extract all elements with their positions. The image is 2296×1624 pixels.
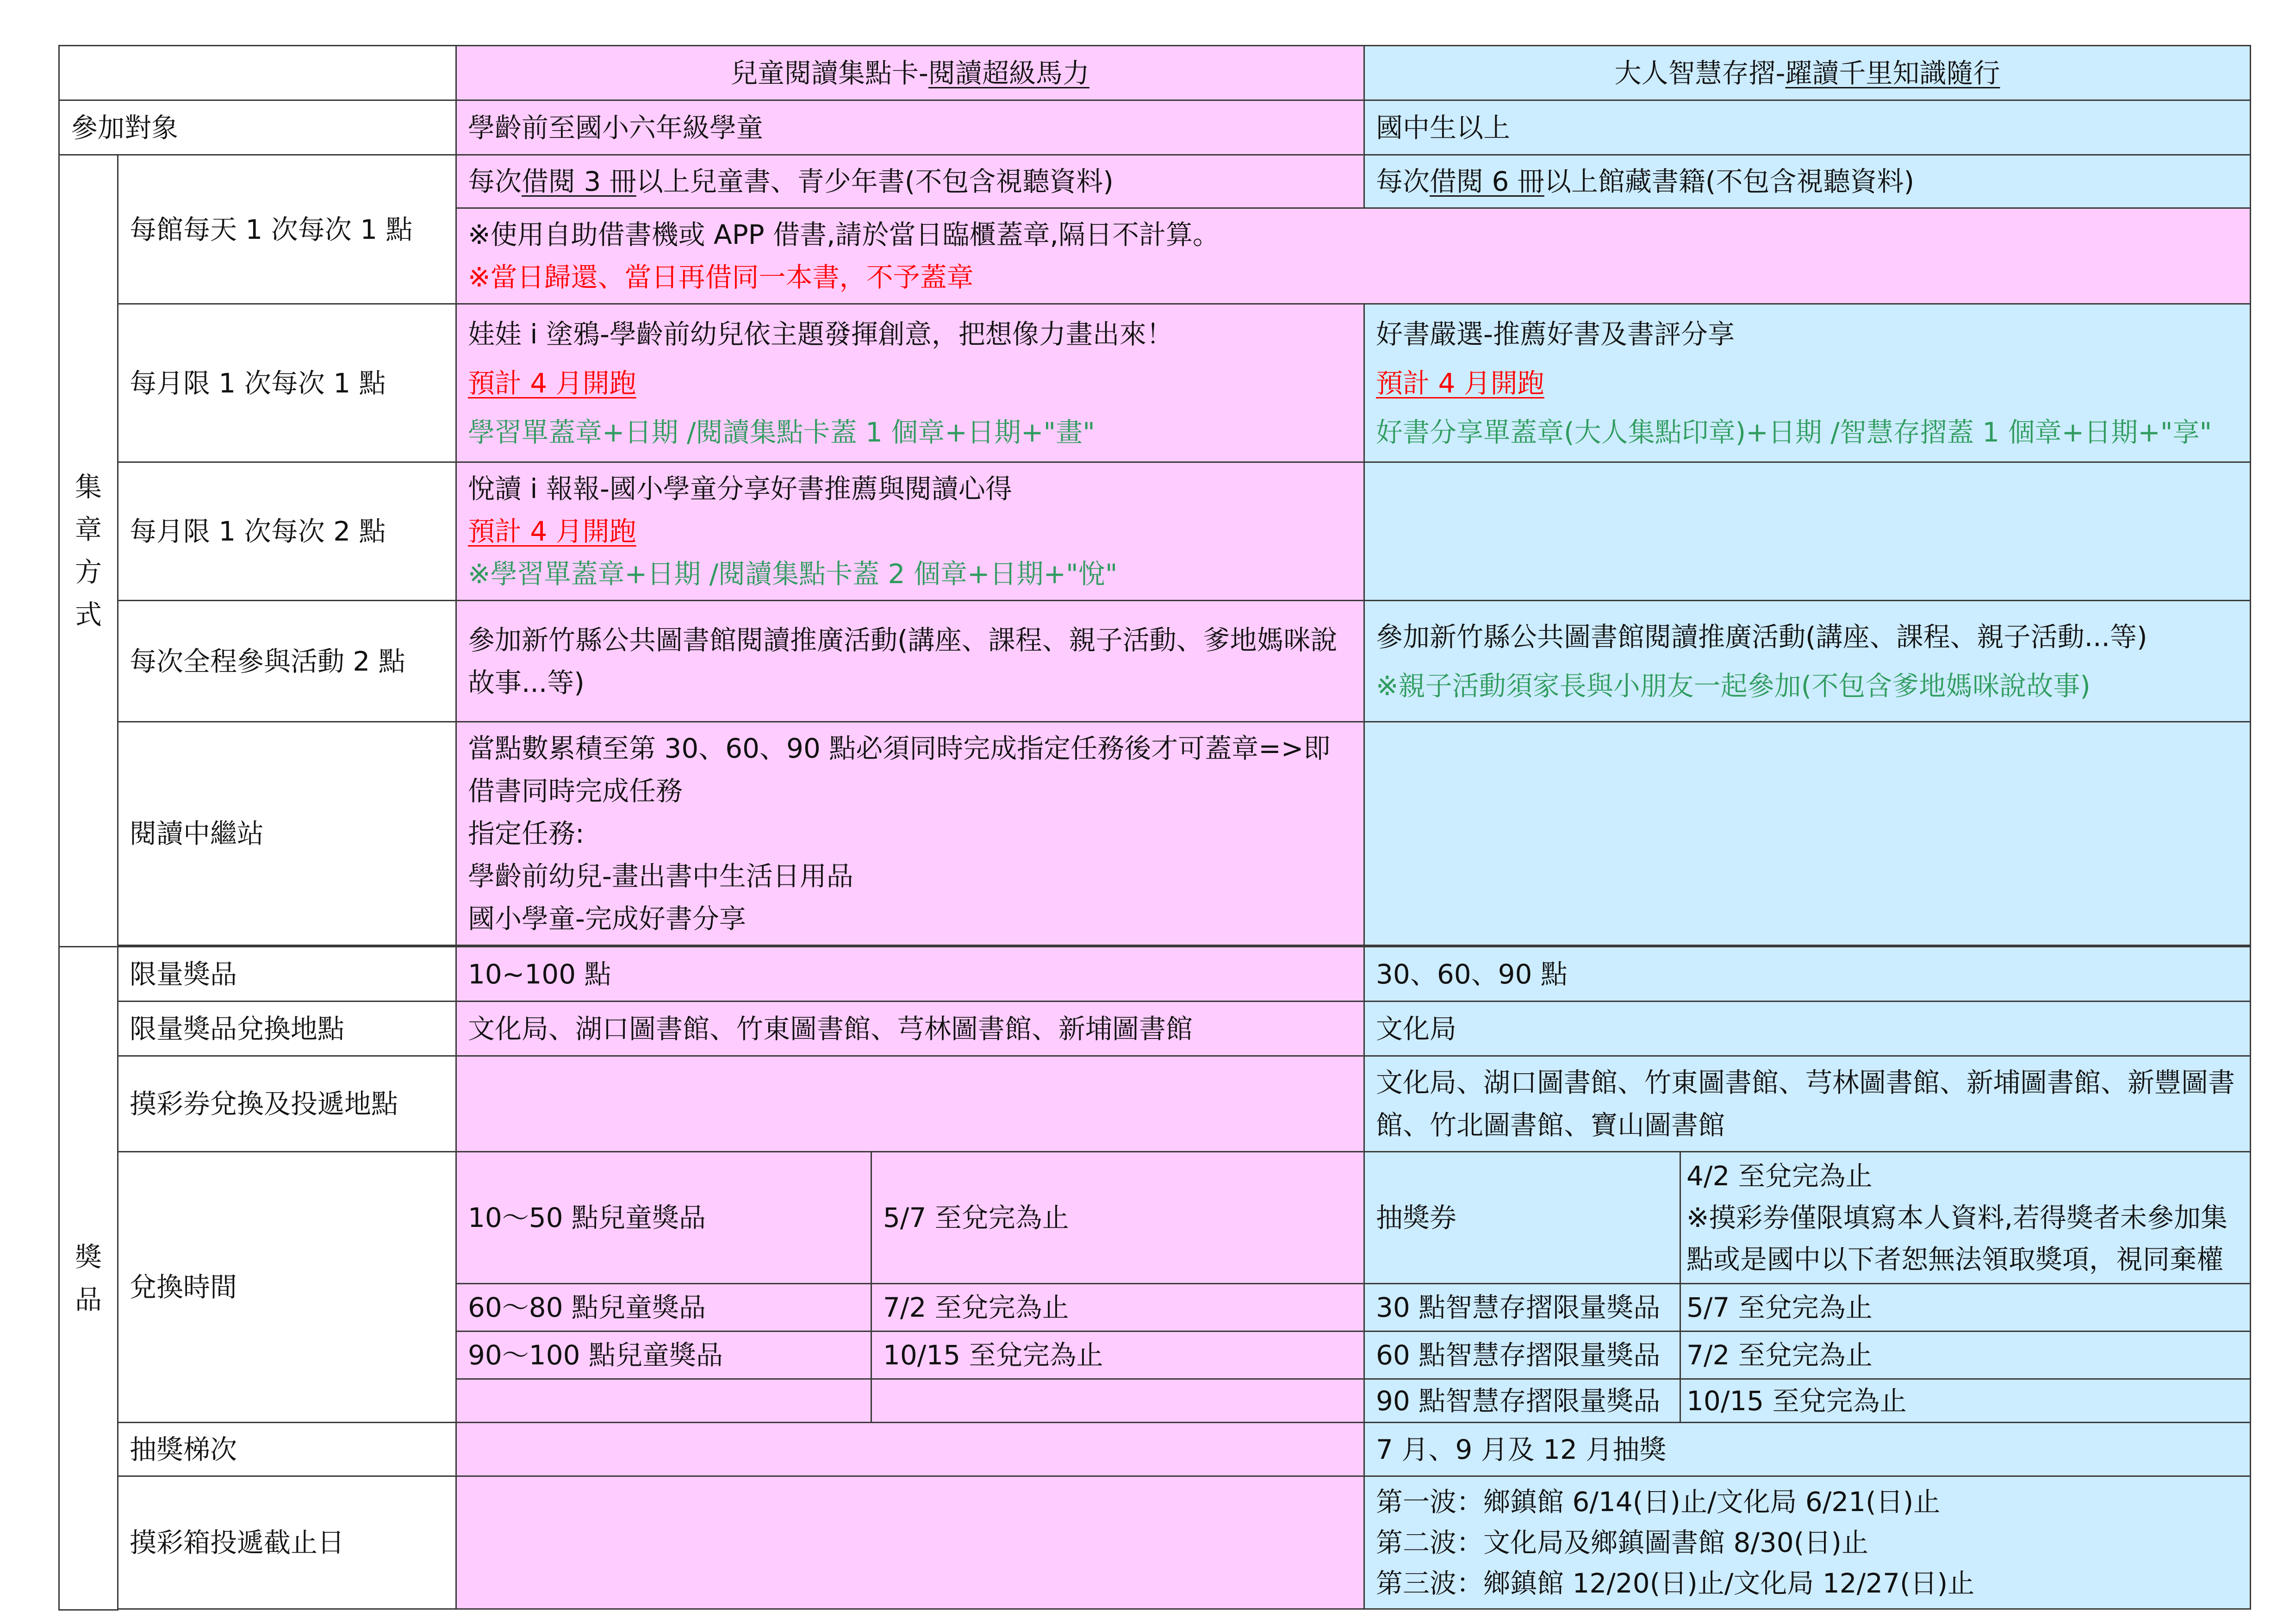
- exchange-adult-ticket: 抽獎券: [1364, 1152, 1680, 1284]
- monthly2-adults-empty: [1364, 462, 2251, 601]
- daily-adult-rest: 以上館藏書籍(不包含視聽資料): [1544, 166, 1915, 197]
- exchange-adult-ticket-time: [1680, 1152, 2251, 1284]
- ticket-note: ※摸彩券僅限填寫本人資料,若得獎者未參加集點或是國中以下者恕無法領取獎項，視同棄權: [1686, 1202, 2228, 1275]
- monthly1-kids-launch: 預計 4 月開跑: [468, 367, 636, 399]
- exchange-adult-item: 90 點智慧存摺限量獎品: [1364, 1379, 1680, 1423]
- limited-row: [59, 947, 2251, 1002]
- relay-task-elementary: 國小學童-完成好書分享: [468, 903, 746, 934]
- draw-schedule-adults: 7 月、9 月及 12 月抽獎: [1364, 1423, 2251, 1476]
- deadline-adults: [1364, 1476, 2251, 1609]
- limited-location-row: [59, 1002, 2251, 1056]
- header-row: [59, 46, 2251, 100]
- daily-kids: [456, 155, 1364, 208]
- lottery-location-adults: 文化局、湖口圖書館、竹東圖書館、芎林圖書館、新埔圖書館、新豐圖書館、竹北圖書館、寶山圖書館: [1364, 1056, 2251, 1152]
- relay-row: [59, 722, 2251, 946]
- daily-note-warning: ※當日歸還、當日再借同一本書，不予蓋章: [468, 261, 974, 293]
- activity-table: [58, 45, 2251, 1611]
- exchange-adult-item: 30 點智慧存摺限量獎品: [1364, 1284, 1680, 1332]
- limited-location-label: 限量獎品兌換地點: [118, 1002, 456, 1056]
- limited-adults: 30、60、90 點: [1364, 947, 2251, 1002]
- daily-row: [59, 155, 2251, 208]
- exchange-kids-empty: [456, 1379, 871, 1423]
- activity-kids: 參加新竹縣公共圖書館閱讀推廣活動(講座、課程、親子活動、爹地媽咪說故事...等): [456, 601, 1364, 722]
- relay-rule: 當點數累積至第 30、60、90 點必須同時完成指定任務後才可蓋章=>即借書同時完成任務: [468, 733, 1331, 807]
- exchange-kids-time: 7/2 至兌完為止: [871, 1284, 1364, 1332]
- relay-kids: [456, 722, 1364, 946]
- relay-task-title: 指定任務:: [468, 818, 585, 849]
- monthly2-kids-rule: ※學習單蓋章+日期 /閱讀集點卡蓋 2 個章+日期+"悅": [468, 558, 1118, 590]
- lottery-location-label: 摸彩券兌換及投遞地點: [118, 1056, 456, 1152]
- monthly1-label: 每月限 1 次每次 1 點: [118, 304, 456, 462]
- exchange-kids-empty: [871, 1379, 1364, 1423]
- monthly2-row: [59, 462, 2251, 601]
- exchange-adult-item: 60 點智慧存摺限量獎品: [1364, 1332, 1680, 1379]
- kids-title-name: 閱讀超級馬力: [928, 57, 1089, 89]
- monthly1-row: [59, 304, 2251, 462]
- daily-note-line: ※使用自助借書機或 APP 借書,請於當日臨櫃蓋章,隔日不計算。: [468, 219, 1220, 250]
- kids-header: [456, 46, 1364, 100]
- ticket-time: 4/2 至兌完為止: [1686, 1160, 1873, 1192]
- activity-row: [59, 601, 2251, 722]
- deadline-wave-1: 第一波：鄉鎮館 6/14(日)止/文化局 6/21(日)止: [1376, 1486, 1941, 1518]
- adult-title-name: 躍讀千里知識隨行: [1785, 57, 2000, 89]
- draw-schedule-row: [59, 1423, 2251, 1476]
- monthly2-kids-launch: 預計 4 月開跑: [468, 516, 636, 547]
- stamp-label-char: 章: [75, 514, 102, 545]
- stamp-label-char: 集: [75, 471, 102, 503]
- monthly1-kids-rule: 學習單蓋章+日期 /閱讀集點卡蓋 1 個章+日期+"畫": [468, 416, 1095, 448]
- deadline-kids-empty: [456, 1476, 1364, 1609]
- daily-label: 每館每天 1 次每次 1 點: [118, 155, 456, 304]
- monthly1-adult-desc: 好書嚴選-推薦好書及書評分享: [1376, 318, 1735, 350]
- exchange-adult-time: 10/15 至兌完為止: [1680, 1379, 2251, 1423]
- lottery-location-row: [59, 1056, 2251, 1152]
- monthly1-adults: [1364, 304, 2251, 462]
- monthly2-kids-desc: 悅讀 i 報報-國小學童分享好書推薦與閱讀心得: [468, 473, 1012, 504]
- monthly1-adult-launch: 預計 4 月開跑: [1376, 367, 1544, 399]
- exchange-kids-item: 90～100 點兒童獎品: [456, 1332, 871, 1379]
- header-empty-cell: [59, 46, 456, 100]
- limited-label: 限量獎品: [118, 947, 456, 1002]
- deadline-wave-3: 第三波：鄉鎮館 12/20(日)止/文化局 12/27(日)止: [1376, 1568, 1975, 1599]
- limited-location-adults: 文化局: [1364, 1002, 2251, 1056]
- lottery-location-kids-empty: [456, 1056, 1364, 1152]
- relay-adults-empty: [1364, 722, 2251, 946]
- daily-adult-count: 借閱 6 冊: [1430, 166, 1544, 197]
- draw-schedule-label: 抽獎梯次: [118, 1423, 456, 1476]
- limited-location-kids: 文化局、湖口圖書館、竹東圖書館、芎林圖書館、新埔圖書館: [456, 1002, 1364, 1056]
- daily-kids-count: 借閱 3 冊: [522, 166, 636, 197]
- deadline-row: [59, 1476, 2251, 1609]
- kids-title-prefix: 兒童閱讀集點卡-: [731, 57, 928, 89]
- draw-schedule-kids-empty: [456, 1423, 1364, 1476]
- prize-label-char: 獎: [75, 1241, 102, 1273]
- adult-title-prefix: 大人智慧存摺-: [1614, 57, 1786, 89]
- participants-adults: 國中生以上: [1364, 100, 2251, 155]
- monthly1-adult-rule: 好書分享單蓋章(大人集點印章)+日期 /智慧存摺蓋 1 個章+日期+"享": [1376, 416, 2212, 448]
- participants-label: 參加對象: [59, 100, 456, 155]
- exchange-kids-item: 10～50 點兒童獎品: [456, 1152, 871, 1284]
- prize-label-char: 品: [75, 1283, 102, 1315]
- deadline-wave-2: 第二波：文化局及鄉鎮圖書館 8/30(日)止: [1376, 1527, 1868, 1558]
- stamp-label-char: 方: [75, 556, 102, 588]
- exchange-kids-time: 10/15 至兌完為止: [871, 1332, 1364, 1379]
- daily-kids-prefix: 每次: [468, 166, 522, 197]
- limited-kids: 10~100 點: [456, 947, 1364, 1002]
- exchange-adult-time: 7/2 至兌完為止: [1680, 1332, 2251, 1379]
- exchange-kids-item: 60～80 點兒童獎品: [456, 1284, 871, 1332]
- daily-kids-rest: 以上兒童書、青少年書(不包含視聽資料): [636, 166, 1114, 197]
- participants-row: [59, 100, 2251, 155]
- activity-adult-desc: 參加新竹縣公共圖書館閱讀推廣活動(講座、課程、親子活動...等): [1376, 621, 2147, 653]
- adult-header: [1364, 46, 2251, 100]
- monthly2-label: 每月限 1 次每次 2 點: [118, 462, 456, 601]
- deadline-label: 摸彩箱投遞截止日: [118, 1476, 456, 1609]
- activity-adults: [1364, 601, 2251, 722]
- daily-note: [456, 208, 2251, 304]
- daily-adult-prefix: 每次: [1376, 166, 1430, 197]
- activity-adult-note: ※親子活動須家長與小朋友一起參加(不包含爹地媽咪說故事): [1376, 670, 2091, 702]
- prize-section-label: [59, 947, 118, 1610]
- monthly2-kids: [456, 462, 1364, 601]
- prize-spacer-row: [59, 1609, 2251, 1610]
- spacer-cell: [118, 1609, 2251, 1610]
- exchange-label: 兌換時間: [118, 1152, 456, 1423]
- monthly1-kids-desc: 娃娃 i 塗鴉-學齡前幼兒依主題發揮創意，把想像力畫出來！: [468, 318, 1173, 350]
- participants-kids: 學齡前至國小六年級學童: [456, 100, 1364, 155]
- daily-adults: [1364, 155, 2251, 208]
- exchange-row-1: [59, 1152, 2251, 1284]
- stamp-section-label: [59, 155, 118, 947]
- exchange-adult-time: 5/7 至兌完為止: [1680, 1284, 2251, 1332]
- activity-label: 每次全程參與活動 2 點: [118, 601, 456, 722]
- stamp-label-char: 式: [75, 599, 102, 630]
- relay-label: 閱讀中繼站: [118, 722, 456, 946]
- monthly1-kids: [456, 304, 1364, 462]
- relay-task-preschool: 學齡前幼兒-畫出書中生活日用品: [468, 860, 853, 892]
- exchange-kids-time: 5/7 至兌完為止: [871, 1152, 1364, 1284]
